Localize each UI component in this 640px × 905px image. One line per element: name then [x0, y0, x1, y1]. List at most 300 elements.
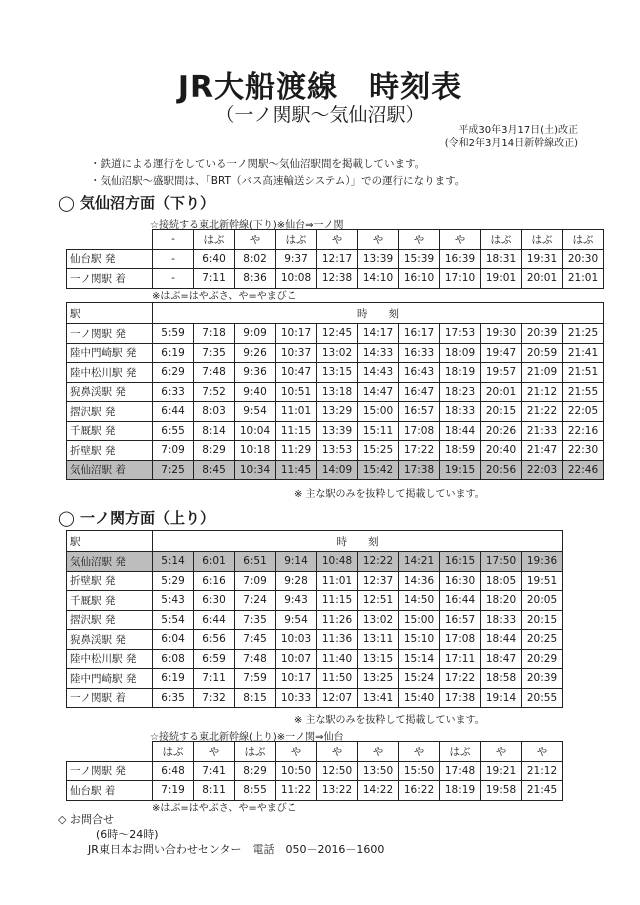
- time-cell: 21:55: [563, 382, 604, 402]
- time-cell: 17:22: [440, 669, 481, 689]
- time-cell: 7:59: [235, 669, 276, 689]
- time-cell: 7:48: [194, 363, 235, 383]
- time-cell: 12:51: [358, 591, 399, 611]
- time-cell: 6:19: [153, 669, 194, 689]
- down-footnote: ※ 主な駅のみを抜粋して掲載しています。: [294, 489, 485, 500]
- time-cell: 19:47: [481, 343, 522, 363]
- time-cell: 9:37: [276, 249, 317, 269]
- time-cell: 12:07: [317, 688, 358, 708]
- time-cell: 8:29: [235, 761, 276, 781]
- table-row: [67, 421, 604, 441]
- station-name: 摺沢駅 発: [67, 402, 153, 422]
- time-cell: 17:11: [440, 649, 481, 669]
- time-cell: 16:22: [399, 781, 440, 801]
- time-cell: 7:11: [194, 669, 235, 689]
- station-name: 仙台駅 着: [67, 781, 153, 801]
- revision-line: 平成30年3月17日(土)改正: [458, 125, 578, 136]
- time-cell: 14:10: [358, 269, 399, 289]
- time-cell: 9:54: [276, 610, 317, 630]
- time-cell: 5:29: [153, 571, 194, 591]
- time-cell: 13:53: [317, 441, 358, 461]
- time-cell: 8:14: [194, 421, 235, 441]
- up-shinkansen-note: ※はぶ=はやぶさ、や=やまびこ: [152, 803, 297, 814]
- time-cell: 6:51: [235, 552, 276, 572]
- time-cell: 8:55: [235, 781, 276, 801]
- table-row: [67, 761, 563, 781]
- time-cell: 15:11: [358, 421, 399, 441]
- up-timetable: [66, 530, 563, 708]
- time-cell: 15:40: [399, 688, 440, 708]
- time-cell: 6:48: [153, 761, 194, 781]
- time-cell: 19:57: [481, 363, 522, 383]
- time-cell: 16:47: [399, 382, 440, 402]
- time-cell: 16:17: [399, 324, 440, 344]
- time-cell: 17:08: [399, 421, 440, 441]
- time-cell: 20:40: [481, 441, 522, 461]
- train-type: はぶ: [563, 230, 604, 250]
- time-cell: 15:00: [358, 402, 399, 422]
- time-cell: 7:52: [194, 382, 235, 402]
- station-name: 一ノ関駅 発: [67, 761, 153, 781]
- page-subtitle: （一ノ関駅～気仙沼駅）: [215, 104, 425, 126]
- station-name: 一ノ関駅 着: [67, 688, 153, 708]
- station-name: 折壁駅 発: [67, 571, 153, 591]
- station-name: 陸中門崎駅 発: [67, 343, 153, 363]
- time-cell: 7:48: [235, 649, 276, 669]
- time-cell: 6:08: [153, 649, 194, 669]
- time-cell: 12:37: [358, 571, 399, 591]
- train-type: や: [317, 230, 358, 250]
- time-cell: 11:15: [276, 421, 317, 441]
- time-cell: 6:19: [153, 343, 194, 363]
- time-cell: 6:35: [153, 688, 194, 708]
- time-cell: 15:00: [399, 610, 440, 630]
- time-cell: 20:15: [481, 402, 522, 422]
- time-cell: 14:17: [358, 324, 399, 344]
- time-cell: 19:01: [481, 269, 522, 289]
- train-type: や: [399, 230, 440, 250]
- time-cell: 16:15: [440, 552, 481, 572]
- time-cell: 10:51: [276, 382, 317, 402]
- time-cell: 5:43: [153, 591, 194, 611]
- time-cell: 7:18: [194, 324, 235, 344]
- time-cell: 18:09: [440, 343, 481, 363]
- time-cell: 10:33: [276, 688, 317, 708]
- time-cell: 11:50: [317, 669, 358, 689]
- time-cell: 6:33: [153, 382, 194, 402]
- time-cell: 10:34: [235, 460, 276, 480]
- note-line: ・気仙沼駅～盛駅間は、「BRT（バス高速輸送システム）」での運行になります。: [90, 175, 466, 187]
- station-header: 駅: [67, 531, 153, 552]
- time-cell: 10:17: [276, 324, 317, 344]
- time-cell: 9:28: [276, 571, 317, 591]
- time-cell: 18:59: [440, 441, 481, 461]
- time-cell: 12:38: [317, 269, 358, 289]
- table-row: [67, 781, 563, 801]
- time-cell: 6:56: [194, 630, 235, 650]
- time-cell: 21:22: [522, 402, 563, 422]
- time-cell: 7:25: [153, 460, 194, 480]
- page-title: JR大船渡線 時刻表: [177, 70, 463, 105]
- time-cell: 10:03: [276, 630, 317, 650]
- time-cell: 8:15: [235, 688, 276, 708]
- time-cell: 9:36: [235, 363, 276, 383]
- time-header: 時 刻: [153, 531, 563, 552]
- time-cell: 17:38: [440, 688, 481, 708]
- time-cell: 11:01: [317, 571, 358, 591]
- empty-cell: [67, 742, 153, 762]
- time-cell: 9:43: [276, 591, 317, 611]
- down-shinkansen-note: ※はぶ=はやぶさ、や=やまびこ: [152, 291, 297, 302]
- time-cell: 8:45: [194, 460, 235, 480]
- time-cell: 8:36: [235, 269, 276, 289]
- time-cell: 12:45: [317, 324, 358, 344]
- station-name: 気仙沼駅 発: [67, 552, 153, 572]
- time-cell: 20:56: [481, 460, 522, 480]
- time-cell: 10:18: [235, 441, 276, 461]
- time-cell: 6:01: [194, 552, 235, 572]
- time-cell: 6:29: [153, 363, 194, 383]
- station-name: 千厩駅 発: [67, 421, 153, 441]
- station-name: 摺沢駅 発: [67, 610, 153, 630]
- time-cell: 13:15: [317, 363, 358, 383]
- table-row: [67, 591, 563, 611]
- time-cell: 19:51: [522, 571, 563, 591]
- station-name: 折壁駅 発: [67, 441, 153, 461]
- time-cell: 17:10: [440, 269, 481, 289]
- time-cell: 6:44: [153, 402, 194, 422]
- time-cell: 10:50: [276, 761, 317, 781]
- time-cell: 16:30: [440, 571, 481, 591]
- station-name: 陸中松川駅 発: [67, 363, 153, 383]
- time-cell: 18:44: [440, 421, 481, 441]
- time-cell: 17:53: [440, 324, 481, 344]
- time-cell: 17:48: [440, 761, 481, 781]
- time-cell: 7:09: [235, 571, 276, 591]
- time-header: 時 刻: [153, 303, 604, 324]
- time-cell: 10:17: [276, 669, 317, 689]
- time-cell: 20:55: [522, 688, 563, 708]
- time-cell: 17:08: [440, 630, 481, 650]
- time-cell: 21:51: [563, 363, 604, 383]
- time-cell: 20:01: [522, 269, 563, 289]
- time-cell: 11:01: [276, 402, 317, 422]
- time-cell: 22:05: [563, 402, 604, 422]
- station-name: 陸中門崎駅 発: [67, 669, 153, 689]
- train-type: や: [358, 742, 399, 762]
- time-cell: 15:50: [399, 761, 440, 781]
- time-cell: 5:54: [153, 610, 194, 630]
- up-shinkansen-caption: ☆接続する東北新幹線(上り)※一ノ関⇒仙台: [150, 732, 344, 743]
- contact-heading: ◇ お問合せ: [58, 813, 114, 826]
- train-type: や: [522, 742, 563, 762]
- train-type: はぶ: [276, 230, 317, 250]
- time-cell: 7:45: [235, 630, 276, 650]
- time-cell: 14:33: [358, 343, 399, 363]
- time-cell: 6:16: [194, 571, 235, 591]
- time-cell: 11:29: [276, 441, 317, 461]
- time-cell: 22:16: [563, 421, 604, 441]
- time-cell: 11:22: [276, 781, 317, 801]
- station-name: 気仙沼駅 着: [67, 460, 153, 480]
- train-type: や: [440, 230, 481, 250]
- time-cell: 13:18: [317, 382, 358, 402]
- contact-hours: (6時～24時): [96, 828, 159, 841]
- train-type-row: [67, 230, 604, 250]
- time-cell: 20:15: [522, 610, 563, 630]
- table-row: [67, 552, 563, 572]
- time-cell: 16:39: [440, 249, 481, 269]
- time-cell: 20:30: [563, 249, 604, 269]
- time-cell: 16:44: [440, 591, 481, 611]
- time-cell: 19:14: [481, 688, 522, 708]
- time-cell: 8:02: [235, 249, 276, 269]
- time-cell: 15:25: [358, 441, 399, 461]
- up-shinkansen-table: [66, 741, 563, 801]
- time-cell: 20:01: [481, 382, 522, 402]
- time-cell: 16:57: [440, 610, 481, 630]
- contact-line: JR東日本お問い合わせセンター 電話 050－2016－1600: [88, 843, 385, 856]
- time-cell: 20:39: [522, 669, 563, 689]
- time-cell: 22:03: [522, 460, 563, 480]
- time-cell: 15:10: [399, 630, 440, 650]
- time-cell: 19:31: [522, 249, 563, 269]
- train-type: はぶ: [481, 230, 522, 250]
- time-cell: 13:50: [358, 761, 399, 781]
- time-cell: 17:50: [481, 552, 522, 572]
- time-cell: 13:22: [317, 781, 358, 801]
- time-cell: 12:50: [317, 761, 358, 781]
- time-cell: 21:01: [563, 269, 604, 289]
- time-cell: 16:57: [399, 402, 440, 422]
- time-cell: 19:15: [440, 460, 481, 480]
- time-cell: 13:02: [358, 610, 399, 630]
- time-cell: 10:48: [317, 552, 358, 572]
- time-cell: 13:02: [317, 343, 358, 363]
- train-type: や: [358, 230, 399, 250]
- time-cell: 7:35: [235, 610, 276, 630]
- time-cell: 19:58: [481, 781, 522, 801]
- time-cell: 13:15: [358, 649, 399, 669]
- time-cell: 21:25: [563, 324, 604, 344]
- time-cell: 20:59: [522, 343, 563, 363]
- time-cell: 6:04: [153, 630, 194, 650]
- time-cell: 13:39: [317, 421, 358, 441]
- train-type: はぶ: [522, 230, 563, 250]
- up-heading: ◯ 一ノ関方面（上り）: [58, 509, 216, 527]
- table-row: [67, 382, 604, 402]
- time-cell: 13:41: [358, 688, 399, 708]
- time-cell: 10:37: [276, 343, 317, 363]
- time-cell: 8:11: [194, 781, 235, 801]
- time-cell: 16:10: [399, 269, 440, 289]
- time-cell: 15:39: [399, 249, 440, 269]
- time-cell: 19:36: [522, 552, 563, 572]
- time-cell: 18:19: [440, 363, 481, 383]
- contact: [58, 812, 384, 857]
- time-cell: 19:21: [481, 761, 522, 781]
- station-name: 一ノ関駅 発: [67, 324, 153, 344]
- time-cell: 14:09: [317, 460, 358, 480]
- time-cell: 6:44: [194, 610, 235, 630]
- table-row: [67, 402, 604, 422]
- time-cell: 13:29: [317, 402, 358, 422]
- station-header: 駅: [67, 303, 153, 324]
- station-name: 猊鼻渓駅 発: [67, 630, 153, 650]
- revision-line: (令和2年3月14日新幹線改正): [444, 138, 578, 149]
- time-cell: 13:25: [358, 669, 399, 689]
- train-type: や: [317, 742, 358, 762]
- train-type: はぶ: [153, 742, 194, 762]
- train-type: -: [153, 230, 194, 250]
- time-cell: 18:31: [481, 249, 522, 269]
- time-cell: 21:09: [522, 363, 563, 383]
- time-cell: 20:39: [522, 324, 563, 344]
- time-cell: 14:47: [358, 382, 399, 402]
- train-type: はぶ: [235, 742, 276, 762]
- time-cell: 6:30: [194, 591, 235, 611]
- time-cell: 7:19: [153, 781, 194, 801]
- notes: [90, 156, 465, 190]
- time-cell: 7:09: [153, 441, 194, 461]
- table-row: [67, 630, 563, 650]
- time-cell: 15:42: [358, 460, 399, 480]
- time-cell: 18:33: [440, 402, 481, 422]
- time-cell: 8:03: [194, 402, 235, 422]
- table-row: [67, 324, 604, 344]
- time-cell: 16:33: [399, 343, 440, 363]
- down-shinkansen-table: [66, 229, 604, 289]
- time-cell: 11:45: [276, 460, 317, 480]
- train-type: や: [399, 742, 440, 762]
- table-row: [67, 363, 604, 383]
- time-cell: 9:26: [235, 343, 276, 363]
- time-cell: 18:20: [481, 591, 522, 611]
- table-row: [67, 649, 563, 669]
- time-cell: 10:04: [235, 421, 276, 441]
- time-cell: 12:17: [317, 249, 358, 269]
- time-cell: 20:26: [481, 421, 522, 441]
- time-cell: 22:30: [563, 441, 604, 461]
- time-cell: 20:25: [522, 630, 563, 650]
- time-cell: 18:05: [481, 571, 522, 591]
- time-cell: 10:08: [276, 269, 317, 289]
- revision-date: [445, 124, 578, 150]
- time-cell: 22:46: [563, 460, 604, 480]
- train-type: や: [194, 742, 235, 762]
- table-header: [67, 303, 604, 324]
- table-row: [67, 269, 604, 289]
- time-cell: 20:05: [522, 591, 563, 611]
- train-type: はぶ: [194, 230, 235, 250]
- time-cell: 7:11: [194, 269, 235, 289]
- down-shinkansen-caption: ☆接続する東北新幹線(下り)※仙台⇒一ノ関: [150, 220, 344, 231]
- down-timetable: [66, 302, 604, 480]
- down-heading: ◯ 気仙沼方面（下り）: [58, 194, 216, 212]
- time-cell: 9:40: [235, 382, 276, 402]
- time-cell: 13:11: [358, 630, 399, 650]
- time-cell: -: [153, 249, 194, 269]
- time-cell: 17:38: [399, 460, 440, 480]
- time-cell: 21:12: [522, 382, 563, 402]
- time-cell: 18:58: [481, 669, 522, 689]
- time-cell: 21:33: [522, 421, 563, 441]
- time-cell: 18:23: [440, 382, 481, 402]
- time-cell: 11:26: [317, 610, 358, 630]
- time-cell: 21:47: [522, 441, 563, 461]
- table-row: [67, 669, 563, 689]
- time-cell: 18:19: [440, 781, 481, 801]
- time-cell: 15:14: [399, 649, 440, 669]
- time-cell: 7:32: [194, 688, 235, 708]
- note-line: ・鉄道による運行をしている一ノ関駅～気仙沼駅間を掲載しています。: [90, 158, 426, 170]
- time-cell: 6:59: [194, 649, 235, 669]
- time-cell: 7:24: [235, 591, 276, 611]
- time-cell: 19:30: [481, 324, 522, 344]
- time-cell: 7:41: [194, 761, 235, 781]
- station-name: 千厩駅 発: [67, 591, 153, 611]
- time-cell: 14:43: [358, 363, 399, 383]
- time-cell: 11:36: [317, 630, 358, 650]
- time-cell: 14:22: [358, 781, 399, 801]
- table-row: [67, 460, 604, 480]
- table-row: [67, 688, 563, 708]
- time-cell: 16:43: [399, 363, 440, 383]
- time-cell: 18:33: [481, 610, 522, 630]
- table-row: [67, 571, 563, 591]
- time-cell: -: [153, 269, 194, 289]
- time-cell: 10:47: [276, 363, 317, 383]
- time-cell: 21:12: [522, 761, 563, 781]
- time-cell: 14:50: [399, 591, 440, 611]
- time-cell: 17:22: [399, 441, 440, 461]
- train-type: はぶ: [440, 742, 481, 762]
- time-cell: 14:36: [399, 571, 440, 591]
- table-row: [67, 441, 604, 461]
- table-row: [67, 610, 563, 630]
- time-cell: 18:47: [481, 649, 522, 669]
- time-cell: 15:24: [399, 669, 440, 689]
- time-cell: 21:45: [522, 781, 563, 801]
- station-name: 一ノ関駅 着: [67, 269, 153, 289]
- time-cell: 18:44: [481, 630, 522, 650]
- train-type: や: [276, 742, 317, 762]
- train-type: や: [481, 742, 522, 762]
- time-cell: 5:59: [153, 324, 194, 344]
- time-cell: 13:39: [358, 249, 399, 269]
- time-cell: 12:22: [358, 552, 399, 572]
- empty-cell: [67, 230, 153, 250]
- station-name: 猊鼻渓駅 発: [67, 382, 153, 402]
- train-type-row: [67, 742, 563, 762]
- time-cell: 8:29: [194, 441, 235, 461]
- table-row: [67, 249, 604, 269]
- up-footnote: ※ 主な駅のみを抜粋して掲載しています。: [294, 715, 485, 726]
- time-cell: 14:21: [399, 552, 440, 572]
- time-cell: 11:15: [317, 591, 358, 611]
- time-cell: 10:07: [276, 649, 317, 669]
- time-cell: 11:40: [317, 649, 358, 669]
- time-cell: 7:35: [194, 343, 235, 363]
- time-cell: 21:41: [563, 343, 604, 363]
- table-header: [67, 531, 563, 552]
- time-cell: 20:29: [522, 649, 563, 669]
- time-cell: 9:14: [276, 552, 317, 572]
- time-cell: 9:09: [235, 324, 276, 344]
- station-name: 仙台駅 発: [67, 249, 153, 269]
- train-type: や: [235, 230, 276, 250]
- station-name: 陸中松川駅 発: [67, 649, 153, 669]
